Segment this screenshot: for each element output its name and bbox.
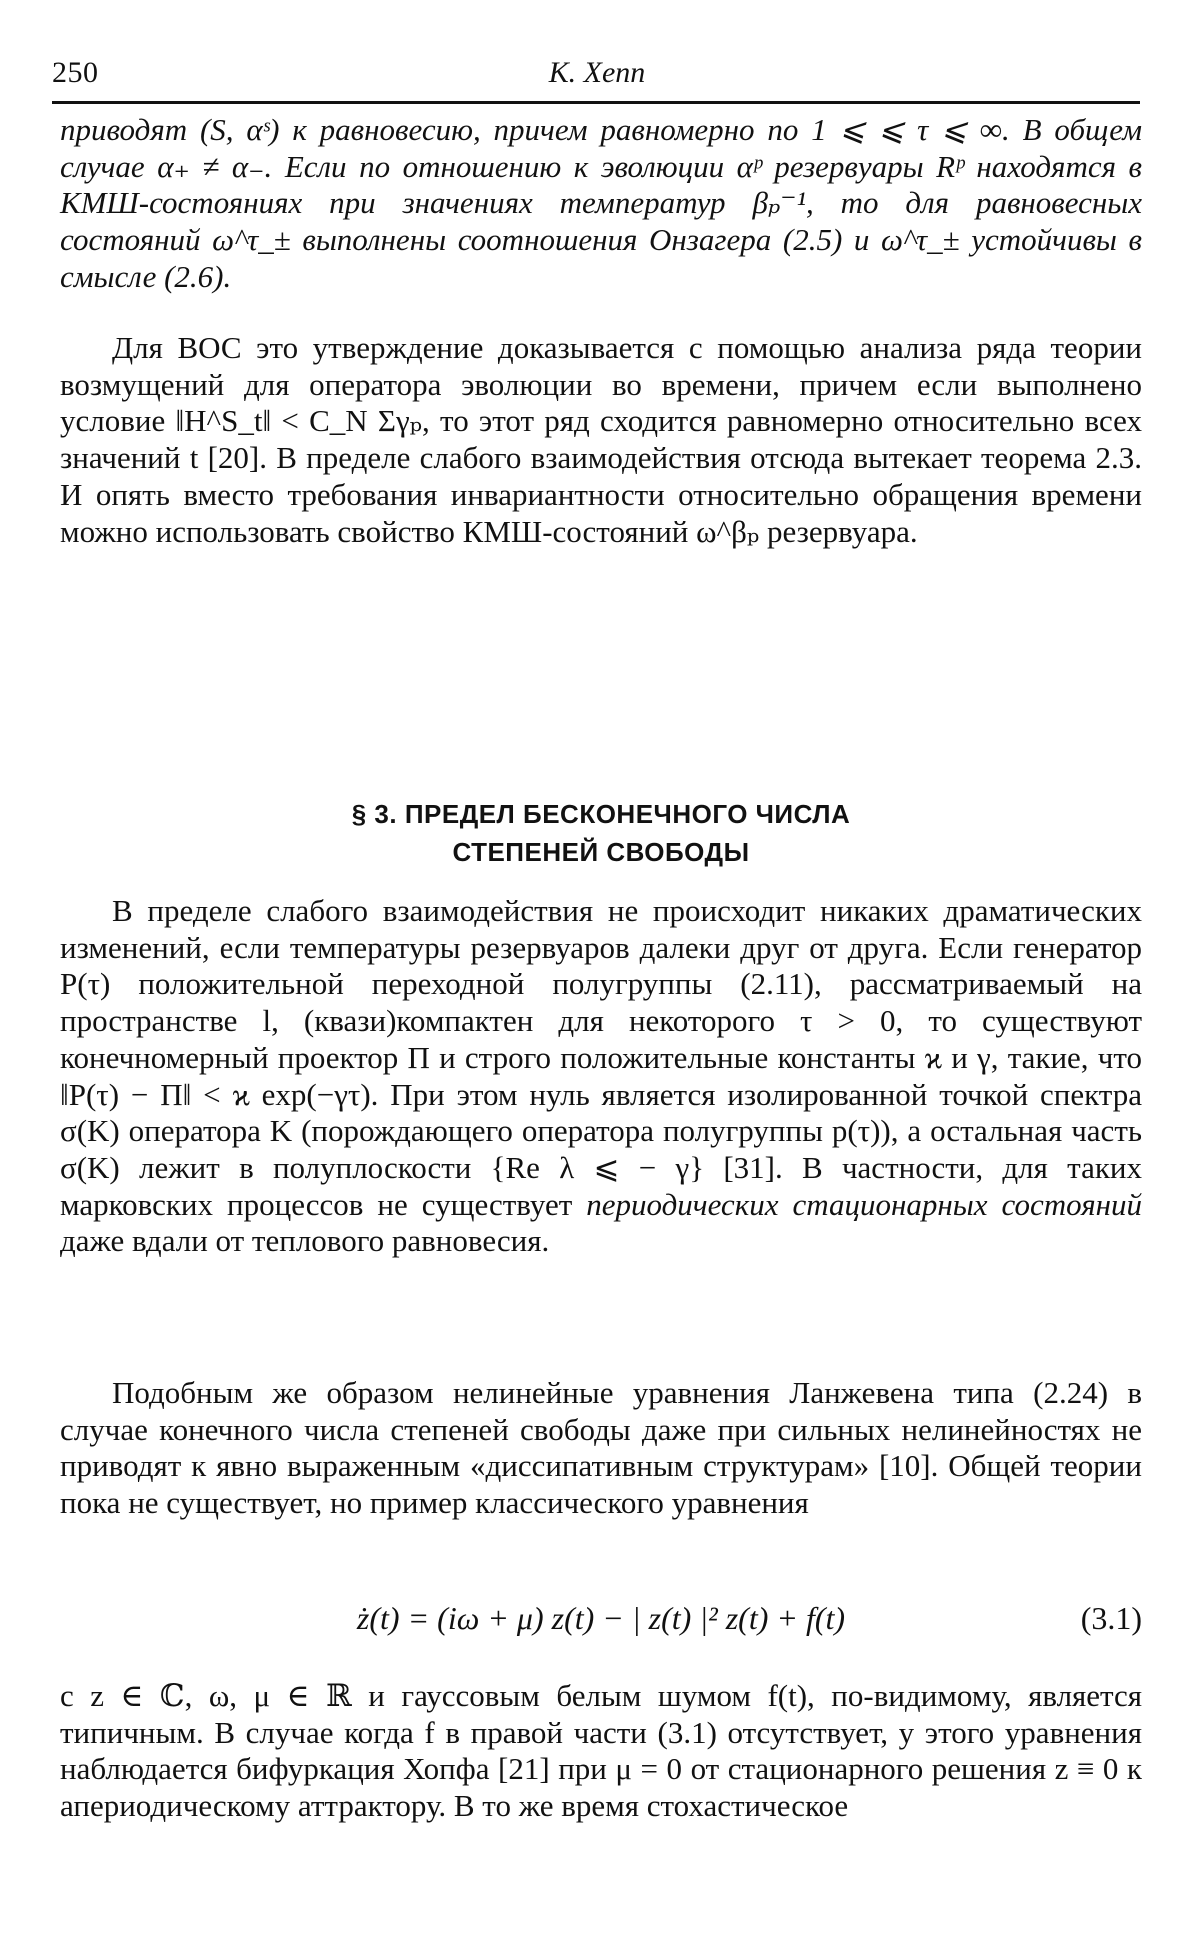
paragraph-3-emphasis: периодических стационарных состояний [586,1186,1142,1222]
section-title-line-2: СТЕПЕНЕЙ СВОБОДЫ [452,837,750,867]
paragraph-3 [60,893,1142,1260]
section-title-line-1: § 3. ПРЕДЕЛ БЕСКОНЕЧНОГО ЧИСЛА [351,799,851,829]
paragraph-2: Для ВОС это утверждение доказывается с помощью анализа ряда теории возмущений для оператора эволюции во времени, причем если выполнено условие ‖H^S_t‖ < C_N Σγₚ, то этот ряд сходится равномерно относительно всех значений t [20]. В пределе слабого взаимодействия отсюда вытекает теорема 2.3. И опять вместо требования инвариантности относительно обращения времени можно использовать свойство КМШ-состояний ω^βₚ резервуара. [60,330,1142,549]
paragraph-5: с z ∈ ℂ, ω, μ ∈ ℝ и гауссовым белым шумом f(t), по-видимому, является типичным. В случае когда f в правой части (3.1) отсутствует, у этого уравнения наблюдается бифуркация Хопфа [21] при μ = 0 от стационарного решения z ≡ 0 к апериодическому аттрактору. В то же время стохастическое [60,1678,1142,1824]
paragraph-3-end: даже вдали от теплового равновесия. [60,1223,550,1259]
header-rule [52,101,1140,104]
paragraph-1: приводят (S, αˢ) к равновесию, причем равномерно по 1 ⩽ ⩽ τ ⩽ ∞. В общем случае α₊ ≠ α₋. Если по отношению к эволюции αᵖ резервуары Rᵖ находятся в КМШ-состояниях при значениях температур βₚ⁻¹, то для равновесных состояний ω^τ_± выполнены соотношения Онзагера (2.5) и ω^τ_± устойчивы в смысле (2.6). [60,112,1142,294]
paragraph-4: Подобным же образом нелинейные уравнения Ланжевена типа (2.24) в случае конечного числа степеней свободы даже при сильных нелинейностях не приводят к явно выраженным «диссипативным структурам» [10]. Общей теории пока не существует, но пример классического уравнения [60,1375,1142,1521]
equation-3-1 [60,1600,1142,1644]
equation-body: ż(t) = (iω + μ) z(t) − | z(t) |² z(t) + f(t) [356,1600,846,1636]
running-head: К. Хепп [548,56,646,89]
page-header [52,56,1142,100]
paragraph-3-text: В пределе слабого взаимодействия не происходит никаких драматических изменений, если температуры резервуаров далеки друг от друга. Если генератор P(τ) положительной переходной полугруппы (2.11), рассматриваемый на пространстве l, (квази)компактен для некоторого τ > 0, то существуют конечномерный проектор Π и строго положительные константы ϰ и γ, такие, что ‖P(τ) − Π‖ < ϰ exp(−γτ). При этом нуль является изолированной точкой спектра σ(K) оператора K (порождающего оператора полугруппы p(τ)), а остальная часть σ(K) лежит в полуплоскости {Re λ ⩽ − γ} [31]. В частности, для таких марковских процессов не существует [60,893,1142,1222]
equation-number: (3.1) [1080,1600,1142,1636]
page-number: 250 [52,56,99,89]
